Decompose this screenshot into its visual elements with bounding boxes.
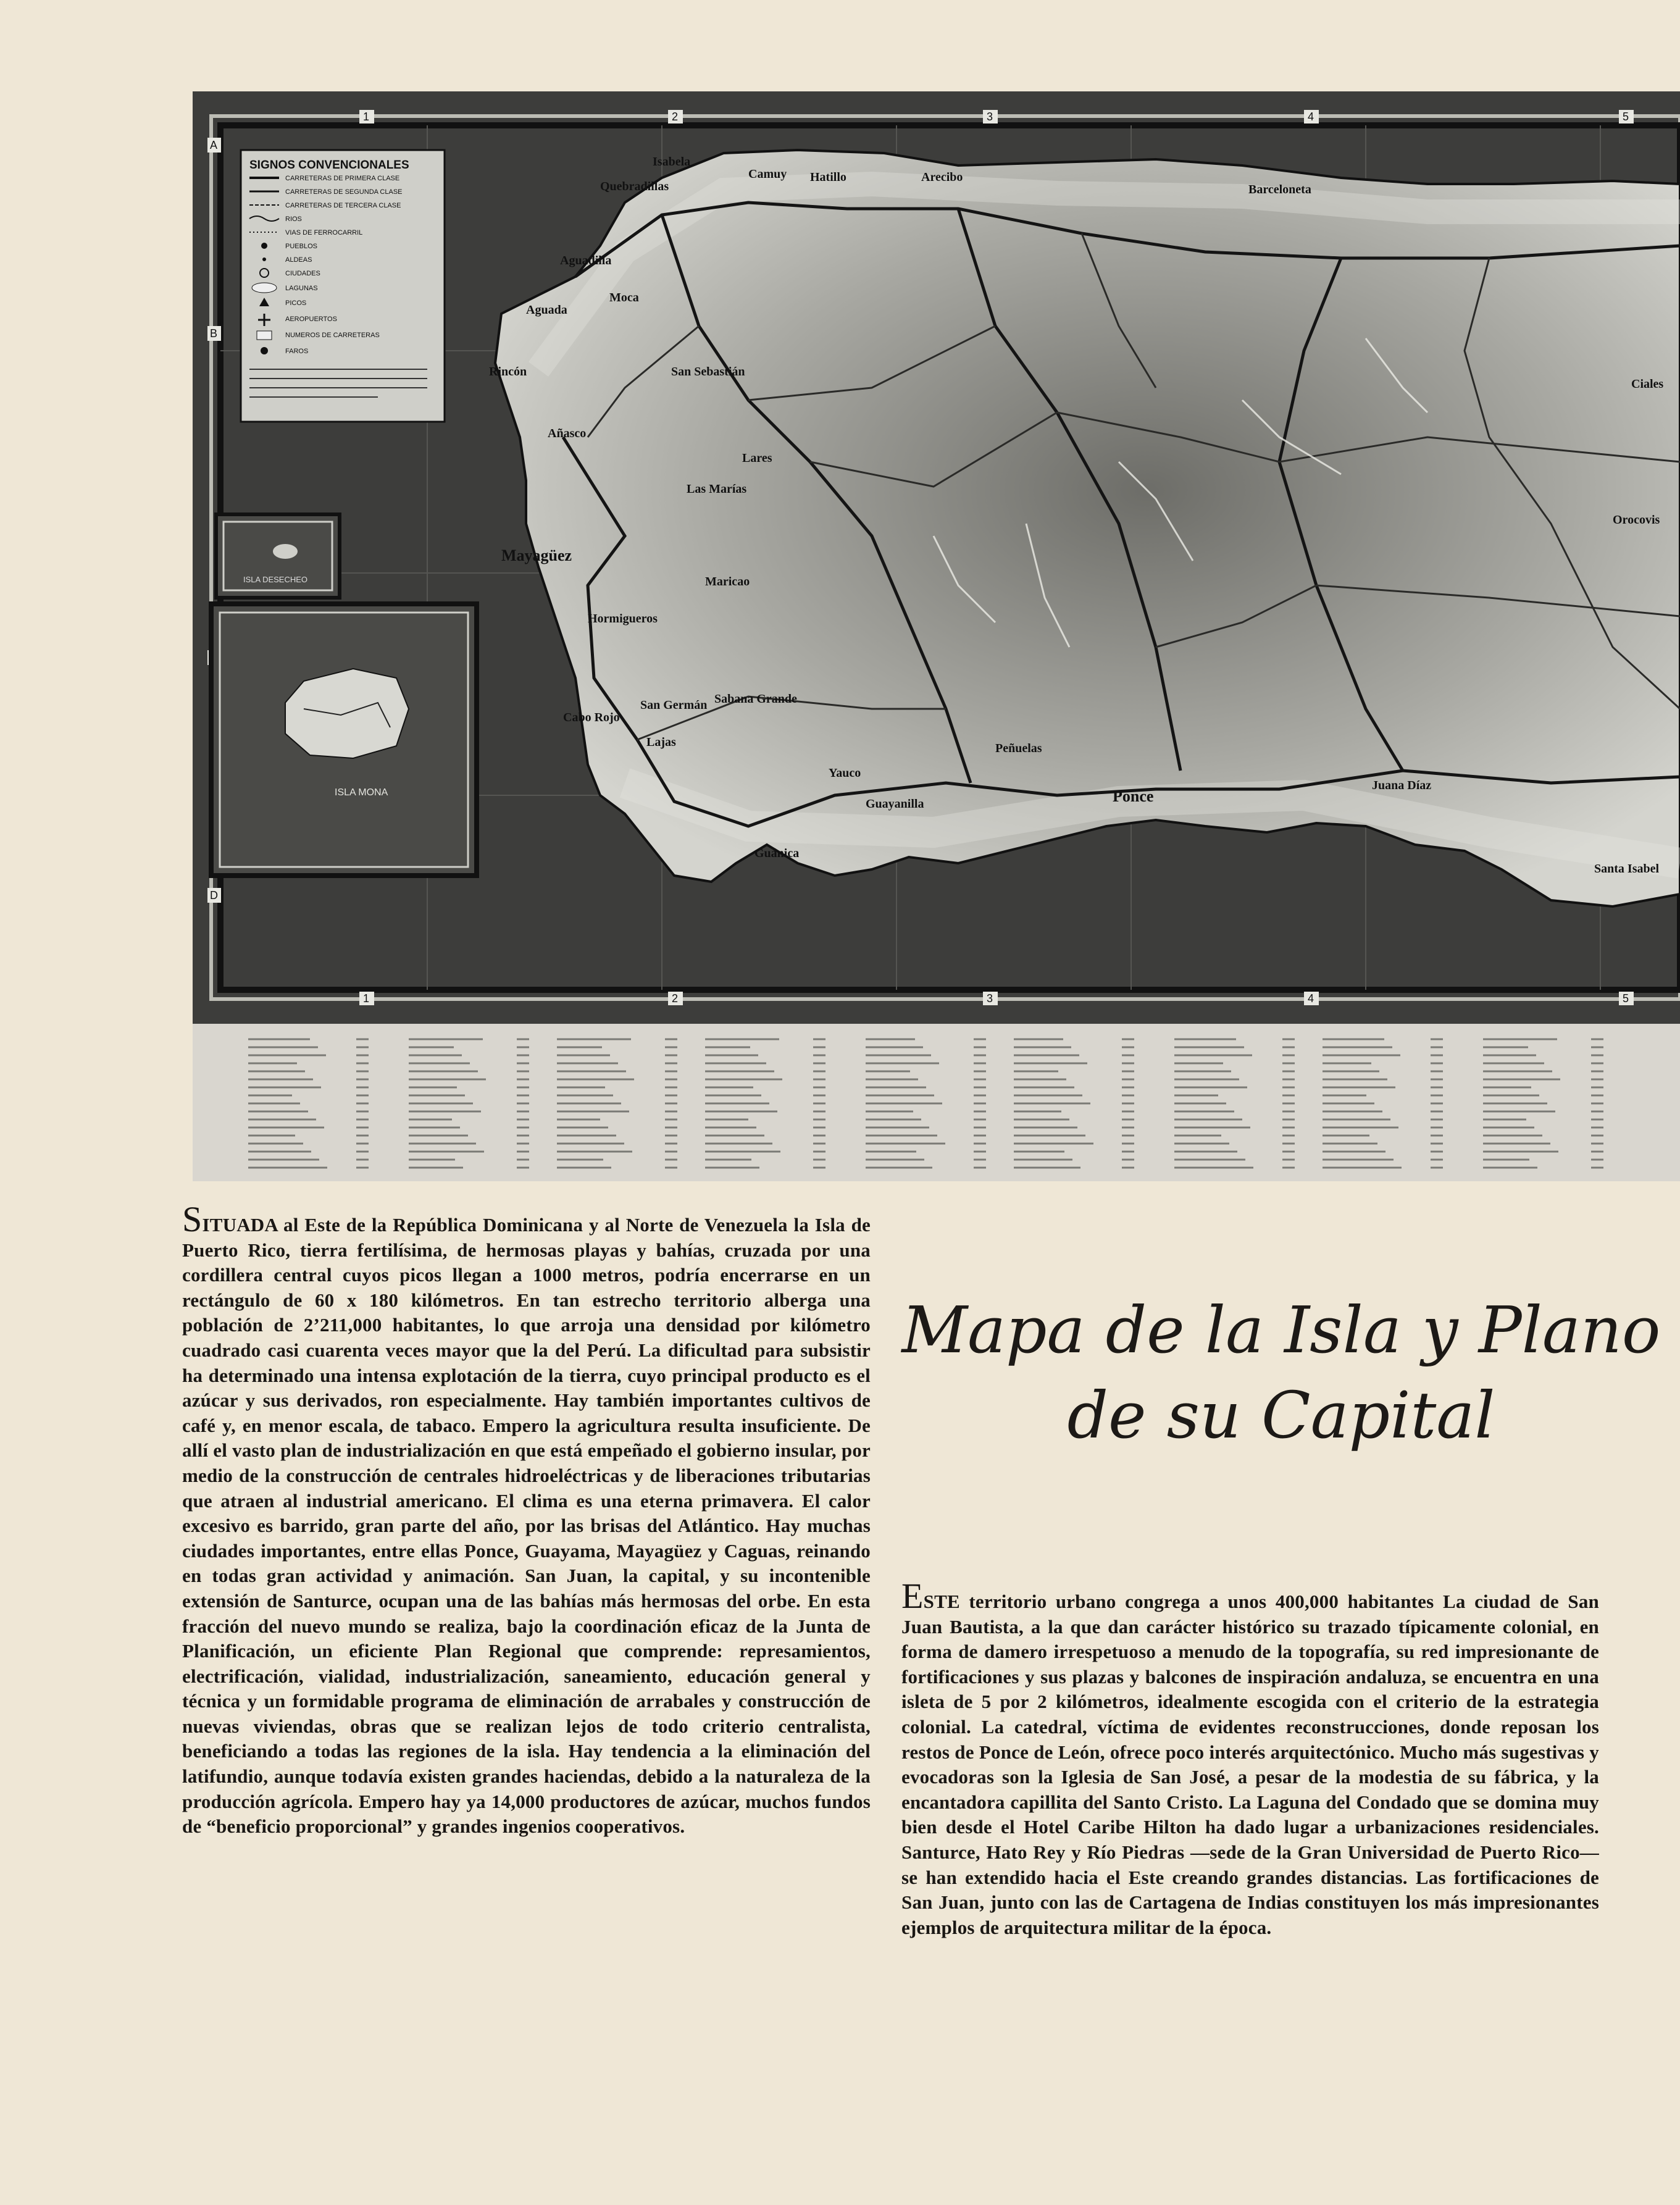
grid-row-label-d: D [210,889,218,902]
place-isabela: Isabela [653,155,691,169]
article-right-paragraph [901,1576,1599,1940]
svg-text:1: 1 [363,992,370,1005]
legend-item: FAROS [285,348,309,355]
inset-mona-label: ISLA MONA [335,787,388,798]
place-rincon: Rincón [489,365,527,379]
grid-col-label-5: 5 [1623,111,1629,123]
legend-item: CARRETERAS DE TERCERA CLASE [285,202,401,209]
place-penuelas: Peñuelas [995,742,1042,755]
place-lajas: Lajas [646,735,676,749]
legend-title: SIGNOS CONVENCIONALES [249,159,409,172]
place-hormigueros: Hormigueros [588,612,658,626]
place-guanica: Guánica [754,847,800,860]
svg-text:3: 3 [987,992,993,1005]
article-title [889,1287,1673,1458]
legend-item: PICOS [285,299,307,307]
place-lares: Lares [742,451,772,465]
legend-item: CARRETERAS DE PRIMERA CLASE [285,175,400,182]
grid-col-label-4: 4 [1308,111,1314,123]
place-santa-isabel: Santa Isabel [1594,862,1660,876]
grid-row-label-a: A [210,139,218,151]
inset-desecheo [216,514,340,598]
legend-item: NUMEROS DE CARRETERAS [285,332,380,339]
article-right-text: STE territorio urbano congrega a unos 400,000 habitantes La ciudad de San Juan Bautista, a la que dan carácter histórico su trazado típicamente colonial, en forma de damero irrespetuoso a menudo de la topografía, su red impresionante de fortificaciones y sus plazas y balcones de inspiración andaluza, se encuentra en una isleta de 5 por 2 kilómetros, idealmente escogida con el criterio de la estrategia colonial. La catedral, víctima de evidentes reconstrucciones, donde reposan los restos de Ponce de León, ofrece poco interés arquitectónico. Mucho más sugestivas y evocadoras son la Iglesia de San José, a pesar de la modestia de su fábrica, y la encantadora capillita del Santo Cristo. La Laguna del Condado que se domina muy bien desde el Hotel Caribe Hilton ha dado lugar a urbanizaciones residenciales. Santurce, Hato Rey y Río Piedras —sede de la Gran Universidad de Puerto Rico— se han extendido hacia el Este creando grandes distancias. Las fortificaciones de San Juan, junto con las de Cartagena de Indias constituyen los más impresionantes ejemplos de arquitectura militar de la época. [901,1591,1599,1938]
article-right-column [901,1576,1599,1940]
place-anasco: Añasco [548,427,587,440]
place-barceloneta: Barceloneta [1248,183,1311,196]
title-line-2: de su Capital [1067,1378,1495,1453]
legend-item: PUEBLOS [285,243,317,250]
place-yauco: Yauco [829,766,861,780]
legend-item: ALDEAS [285,256,312,264]
article-left-text: ITUADA al Este de la República Dominicana y al Norte de Venezuela la Isla de Puerto Rico, tierra fertilísima, de hermosas playas y bahías, cruzada por una cordillera central cuyos picos llegan a 1000 metros, podría encerrarse en un rectángulo de 60 x 180 kilómetros. En tan estrecho territorio alberga una población de 2’211,000 habitantes, lo que arroja una densidad por kilómetro cuadrado casi cuarenta veces mayor que la del Perú. La dificultad para subsistir ha determinado una intensa explotación de la tierra, cuyo principal producto es el azúcar y sus derivados, ron especialmente. Hay también importantes cultivos de café y, en menor escala, de tabaco. Empero la agricultura resulta insuficiente. De allí el vasto plan de industrialización en que está empeñado el gobierno insular, por medio de la construcción de centrales hidroeléctricas y de liberaciones tributarias que atraen al industrial americano. El clima es una eterna primavera. El calor excesivo es barrido, gran parte del año, por las brisas del Atlántico. Hay muchas ciudades importantes, entre ellas Ponce, Guayama, Mayagüez y Caguas, reinando en todas gran actividad y animación. San Juan, la capital, y su incontenible extensión de Santurce, ocupan una de las bahías más hermosas del orbe. En esta fracción del nuevo mundo se realiza, bajo la coordinación eficaz de la Junta de Planificación, un eficiente Plan Regional que comprende: represamientos, electrificación, vialidad, industrialización, saneamiento, educación general y técnica y un formidable programa de eliminación de arrabales y construcción de nuevas viviendas, obras que se realizan lejos de todo criterio centralista, beneficiando a todas las regiones de la isla. Hay tendencia a la eliminación del latifundio, aunque todavía existen grandes haciendas, debido a la naturaleza de la producción agrícola. Empero hay ya 14,000 productores de azúcar, muchos fundos de “beneficio proporcional” y grandes ingenios cooperativos. [182,1214,871,1838]
place-hatillo: Hatillo [810,170,846,184]
grid-col-label-1: 1 [363,111,370,123]
grid-row-label-b: B [210,327,218,340]
place-aguadilla: Aguadilla [560,254,612,267]
legend-item: AEROPUERTOS [285,316,337,323]
legend-item: LAGUNAS [285,285,318,292]
map-legend [241,150,445,422]
place-arecibo: Arecibo [921,170,963,184]
drop-cap-s: S [182,1199,203,1239]
svg-text:2: 2 [672,992,679,1005]
legend-item: CARRETERAS DE SEGUNDA CLASE [285,188,403,196]
grid-col-label-2: 2 [672,111,679,123]
inset-desecheo-label: ISLA DESECHEO [243,575,308,584]
legend-item: RIOS [285,215,302,223]
place-maricao: Maricao [705,575,750,588]
map-index-lines [193,1024,1680,1181]
place-sabana-grande: Sabana Grande [714,692,797,706]
place-las-marias: Las Marías [687,482,747,496]
place-ciales: Ciales [1631,377,1664,391]
place-san-sebastian: San Sebastián [671,365,745,379]
place-guayanilla: Guayanilla [866,797,924,811]
map-index-strip [193,1024,1680,1181]
place-orocovis: Orocovis [1613,513,1660,527]
place-camuy: Camuy [748,167,787,181]
place-cabo-rojo: Cabo Rojo [563,711,620,724]
drop-cap-e: E [901,1576,924,1616]
legend-item: VIAS DE FERROCARRIL [285,229,363,236]
title-line-1: Mapa de la Isla y Plano [901,1292,1661,1368]
svg-text:5: 5 [1623,992,1629,1005]
legend-item: CIUDADES [285,270,320,277]
map-graphic [193,91,1680,1024]
place-ponce: Ponce [1113,787,1154,805]
svg-text:4: 4 [1308,992,1314,1005]
grid-col-label-3: 3 [987,111,993,123]
place-juana-diaz: Juana Díaz [1372,779,1432,792]
place-san-german: San Germán [640,698,708,712]
place-aguada: Aguada [526,303,567,317]
place-mayaguez: Mayagüez [501,546,572,564]
inset-mona [211,604,477,876]
article-left-paragraph [182,1199,871,1839]
puerto-rico-map [193,91,1680,1024]
place-moca: Moca [609,291,639,304]
place-quebradillas: Quebradillas [600,180,669,193]
article-left-column [182,1199,871,1839]
